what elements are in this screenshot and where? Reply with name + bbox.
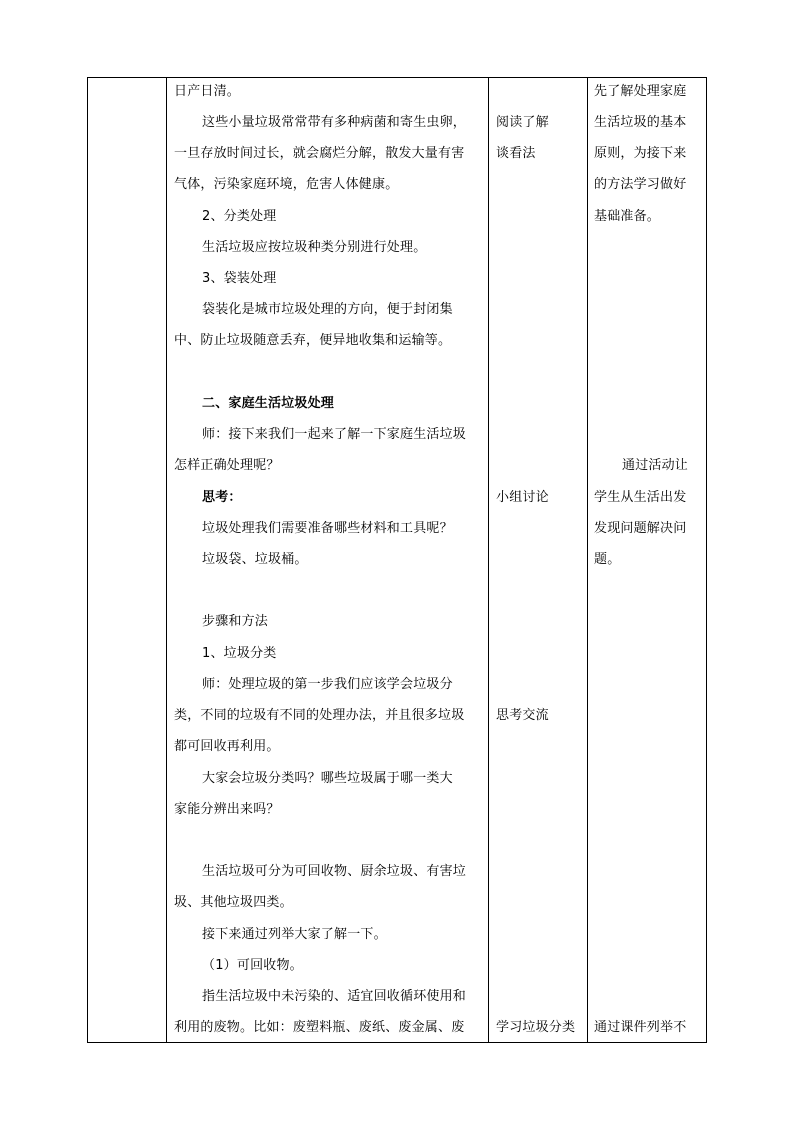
activity-line: 学习垃圾分类 bbox=[496, 1020, 576, 1035]
content-line: 中、防止垃圾随意丢弃，便异地收集和运输等。 bbox=[174, 333, 452, 348]
content-line: （1）可回收物。 bbox=[202, 958, 303, 973]
content-line: 圾、其他垃圾四类。 bbox=[174, 895, 293, 910]
content-line: 利用的废物。比如：废塑料瓶、废纸、废金属、废 bbox=[174, 1020, 465, 1035]
content-line: 3、袋装处理 bbox=[202, 271, 277, 286]
activity-line: 谈看法 bbox=[496, 146, 536, 161]
content-line: 生活垃圾应按垃圾种类分别进行处理。 bbox=[202, 240, 427, 255]
table-divider-2 bbox=[488, 77, 489, 1043]
table-border-right bbox=[706, 77, 707, 1043]
content-line: 气体，污染家庭环境，危害人体健康。 bbox=[174, 177, 399, 192]
purpose-line: 题。 bbox=[594, 552, 621, 567]
content-line: 2、分类处理 bbox=[202, 209, 277, 224]
activity-line: 小组讨论 bbox=[496, 490, 549, 505]
content-line: 师：接下来我们一起来了解一下家庭生活垃圾 bbox=[202, 427, 467, 442]
content-line: 接下来通过列举大家了解一下。 bbox=[202, 927, 387, 942]
activity-line: 思考交流 bbox=[496, 708, 549, 723]
content-line: 一旦存放时间过长，就会腐烂分解，散发大量有害 bbox=[174, 146, 465, 161]
purpose-line: 基础准备。 bbox=[594, 209, 661, 224]
content-line: 思考： bbox=[202, 490, 242, 505]
purpose-line: 通过活动让 bbox=[622, 458, 689, 473]
purpose-line: 先了解处理家庭 bbox=[594, 84, 687, 99]
purpose-line: 生活垃圾的基本 bbox=[594, 115, 687, 130]
table-divider-1 bbox=[166, 77, 167, 1043]
content-line: 家能分辨出来吗？ bbox=[174, 802, 280, 817]
content-line: 指生活垃圾中未污染的、适宜回收循环使用和 bbox=[202, 989, 467, 1004]
purpose-line: 学生从生活出发 bbox=[594, 490, 687, 505]
content-line: 1、垃圾分类 bbox=[202, 646, 277, 661]
content-line: 垃圾处理我们需要准备哪些材料和工具呢？ bbox=[202, 521, 453, 536]
content-line: 日产日清。 bbox=[174, 84, 241, 99]
content-line: 二、家庭生活垃圾处理 bbox=[202, 396, 335, 411]
content-line: 怎样正确处理呢？ bbox=[174, 458, 280, 473]
content-line: 师：处理垃圾的第一步我们应该学会垃圾分 bbox=[202, 677, 453, 692]
content-line: 垃圾袋、垃圾桶。 bbox=[202, 552, 308, 567]
purpose-line: 发现问题解决问 bbox=[594, 521, 687, 536]
content-line: 大家会垃圾分类吗？哪些垃圾属于哪一类大 bbox=[202, 771, 453, 786]
content-line: 都可回收再利用。 bbox=[174, 739, 280, 754]
table-divider-3 bbox=[587, 77, 588, 1043]
activity-line: 阅读了解 bbox=[496, 115, 549, 130]
purpose-line: 通过课件列举不 bbox=[594, 1020, 687, 1035]
table-border-left bbox=[87, 77, 88, 1043]
content-line: 这些小量垃圾常常带有多种病菌和寄生虫卵， bbox=[202, 115, 467, 130]
purpose-line: 的方法学习做好 bbox=[594, 177, 687, 192]
content-line: 类，不同的垃圾有不同的处理办法，并且很多垃圾 bbox=[174, 708, 465, 723]
purpose-line: 原则，为接下来 bbox=[594, 146, 687, 161]
content-line: 生活垃圾可分为可回收物、厨余垃圾、有害垃 bbox=[202, 864, 467, 879]
content-line: 袋装化是城市垃圾处理的方向，便于封闭集 bbox=[202, 302, 453, 317]
content-line: 步骤和方法 bbox=[202, 614, 269, 629]
